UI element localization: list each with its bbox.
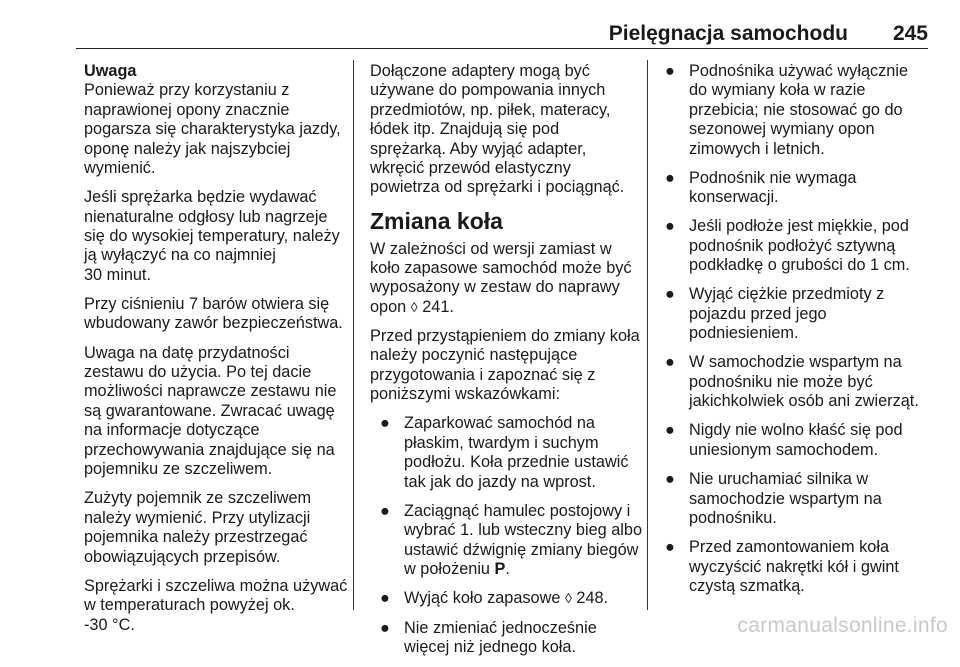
list-item [370, 414, 642, 492]
text-line: wybrać 1. lub wsteczny bieg albo [404, 521, 643, 540]
list-item [665, 538, 945, 596]
text: Wyjąć koło zapasowe [404, 589, 561, 608]
text-line: pogarsza się charakterystyka jazdy, [84, 120, 341, 139]
text-line: uniesionym samochodem. [689, 440, 879, 459]
text-line: na informacje dotyczące [84, 421, 260, 440]
page-ref-link[interactable]: 248. [576, 589, 609, 608]
text-line: należy poczynić następujące [370, 346, 578, 365]
text-line: wbudowany zawór bezpieczeństwa. [84, 314, 343, 333]
text-line [404, 560, 642, 579]
text-line: powietrza od sprężarki i pociągnąć. [370, 178, 625, 197]
text-line: przedmiotów, np. piłek, materacy, [370, 100, 611, 119]
bullet-icon: ● [665, 470, 675, 489]
text-line [404, 589, 642, 608]
paragraph [84, 489, 346, 567]
text-line: sprężarką. Aby wyjąć adapter, [370, 139, 587, 158]
text-line: podnośnik podłożyć sztywną [689, 236, 896, 255]
text-line: do wymiany koła w razie [689, 81, 866, 100]
text: opon [370, 297, 407, 316]
text-line: Ponieważ przy korzystaniu z [84, 81, 290, 100]
bullet-icon: ● [665, 62, 675, 80]
text-line: Zaciągnąć hamulec postojowy i [404, 501, 631, 520]
text-line: przechowywania znajdujące się na [84, 440, 335, 459]
text-line: Sprężarki i szczeliwa można używać [84, 576, 348, 595]
bullet-icon: ● [380, 589, 390, 608]
text-line: W samochodzie wspartym na [689, 353, 902, 372]
text-line: wkręcić przewód elastyczny [370, 159, 571, 178]
text-line: płaskim, twardym i suchym [404, 433, 599, 452]
paragraph [84, 188, 346, 285]
text-line: sezonowej wymiany opon [689, 120, 875, 139]
text-line: tak jak do jazdy na wprost. [404, 472, 596, 491]
text-line: samochodzie wspartym na [689, 489, 882, 508]
text-line: Jeśli podłoże jest miękkie, pod [689, 217, 909, 236]
page-ref-arrow-icon: ◊ [564, 590, 572, 607]
bullet-icon: ● [665, 217, 675, 236]
column-1 [84, 62, 346, 645]
text-line: Nigdy nie wolno kłaść się pod [689, 421, 903, 440]
text-line: obowiązujących przepisów. [84, 547, 281, 566]
text-line: wyposażony w zestaw do naprawy [370, 278, 620, 297]
text-line: możliwości naprawcze zestawu nie [84, 382, 337, 401]
text-line: Wyjąć ciężkie przedmioty z [689, 285, 885, 304]
list-item [665, 62, 945, 159]
text-line: w temperaturach powyżej ok. [84, 596, 295, 615]
text: . [505, 560, 510, 579]
bullet-icon: ● [665, 168, 675, 187]
text-line: Jeśli sprężarka będzie wydawać [84, 188, 317, 207]
text-line: Podnośnika używać wyłącznie [689, 62, 909, 80]
text-line: przygotowania i zapoznać się z [370, 365, 596, 384]
text-line: więcej niż jednego koła. [404, 637, 576, 656]
bullet-icon: ● [380, 501, 390, 520]
text-line: czystą szmatką. [689, 576, 805, 595]
text-line: Zużyty pojemnik ze szczeliwem [84, 489, 312, 508]
text-line: są gwarantowane. Zwracać uwagę [84, 401, 335, 420]
text-line: Nie zmieniać jednocześnie [404, 618, 597, 637]
text: w położeniu [404, 560, 490, 579]
text-line: ustawić dźwignię zmiany biegów [404, 540, 639, 559]
column-2 [370, 62, 642, 667]
text-line: pojazdu przed jego [689, 304, 827, 323]
text-line: się do wysokiej temperatury, należy [84, 227, 340, 246]
paragraph [370, 62, 642, 198]
text-line: -30 °C. [84, 615, 135, 634]
watermark: carmanualsonline.info [737, 614, 948, 637]
text-line: Dołączone adaptery mogą być [370, 62, 590, 80]
text-line: koło zapasowe samochód może być [370, 259, 632, 278]
text-line: Podnośnik nie wymaga [689, 168, 857, 187]
text-line: zestawu do użycia. Po tej dacie [84, 363, 312, 382]
page-ref-link[interactable]: 241. [422, 297, 454, 316]
list-item [370, 502, 642, 580]
text-line: ją wyłączyć na co najmniej [84, 246, 276, 265]
text-line: używane do pompowania innych [370, 81, 606, 100]
text-line: W zależności od wersji zamiast w [370, 239, 612, 258]
list-item [665, 285, 945, 343]
paragraph [370, 327, 642, 405]
text-line: Nie uruchamiać silnika w [689, 470, 869, 489]
paragraph [84, 295, 346, 334]
page-ref-arrow-icon: ◊ [410, 298, 418, 315]
paragraph [84, 344, 346, 480]
bullet-icon: ● [665, 421, 675, 440]
text-line: nienaturalne odgłosy lub nagrzeje [84, 207, 328, 226]
text-line: Przed przystąpieniem do zmiany koła [370, 327, 640, 346]
list-item [665, 169, 945, 208]
text-line: zimowych i letnich. [689, 139, 825, 158]
list-item [370, 589, 642, 608]
text-line: naprawionej opony znacznie [84, 100, 290, 119]
section-title: Pielęgnacja samochodu [608, 22, 848, 45]
text-line: Zaparkować samochód na [404, 414, 595, 433]
note-paragraph [84, 62, 346, 178]
text-line: podłożu. Koła przednie ustawić [404, 453, 629, 472]
list-item [370, 619, 642, 658]
list-item [665, 217, 945, 275]
warning-list [665, 62, 945, 596]
text-line: pojemnika należy przestrzegać [84, 528, 308, 547]
header-rule [76, 48, 928, 49]
text-line [370, 298, 642, 317]
bullet-icon: ● [380, 618, 390, 637]
text-line: należy wymienić. Przy utylizacji [84, 508, 311, 527]
text-line: łódek itp. Znajdują się pod [370, 120, 560, 139]
text-line: poniższymi wskazówkami: [370, 385, 560, 404]
text-line: podkładkę o grubości do 1 cm. [689, 256, 910, 275]
text-line: pojemniku ze szczeliwem. [84, 460, 273, 479]
column-divider-1 [353, 60, 354, 610]
text-line: podniesieniem. [689, 324, 799, 343]
text-line: podnośniku. [689, 508, 777, 527]
text-line: konserwacji. [689, 188, 779, 207]
bullet-icon: ● [665, 538, 675, 557]
bullet-icon: ● [380, 414, 390, 433]
text-line: Przed zamontowaniem koła [689, 538, 889, 557]
text-line: Przy ciśnieniu 7 barów otwiera się [84, 295, 330, 314]
text-line: wyczyścić nakrętki kół i gwint [689, 557, 899, 576]
text-line: podnośniku nie może być [689, 372, 873, 391]
bullet-icon: ● [665, 285, 675, 304]
list-item [665, 421, 945, 460]
page-number: 245 [892, 22, 928, 45]
paragraph [84, 577, 346, 635]
text-line: jakichkolwiek osób ani zwierząt. [689, 392, 919, 411]
gear-position-label: P [494, 560, 506, 579]
section-heading: Zmiana koła [370, 207, 503, 234]
instruction-list [370, 414, 642, 657]
text-line: wymienić. [84, 159, 156, 178]
note-title: Uwaga [84, 62, 137, 80]
page-header [76, 22, 928, 48]
text-line: przebicia; nie stosować go do [689, 100, 903, 119]
column-divider-2 [647, 60, 648, 610]
list-item [665, 353, 945, 411]
paragraph [370, 240, 642, 318]
text-line: oponę należy jak najszybciej [84, 139, 291, 158]
column-3 [665, 62, 945, 606]
bullet-icon: ● [665, 353, 675, 372]
text-line: Uwaga na datę przydatności [84, 343, 290, 362]
list-item [665, 470, 945, 528]
text-line: 30 minut. [84, 265, 151, 284]
